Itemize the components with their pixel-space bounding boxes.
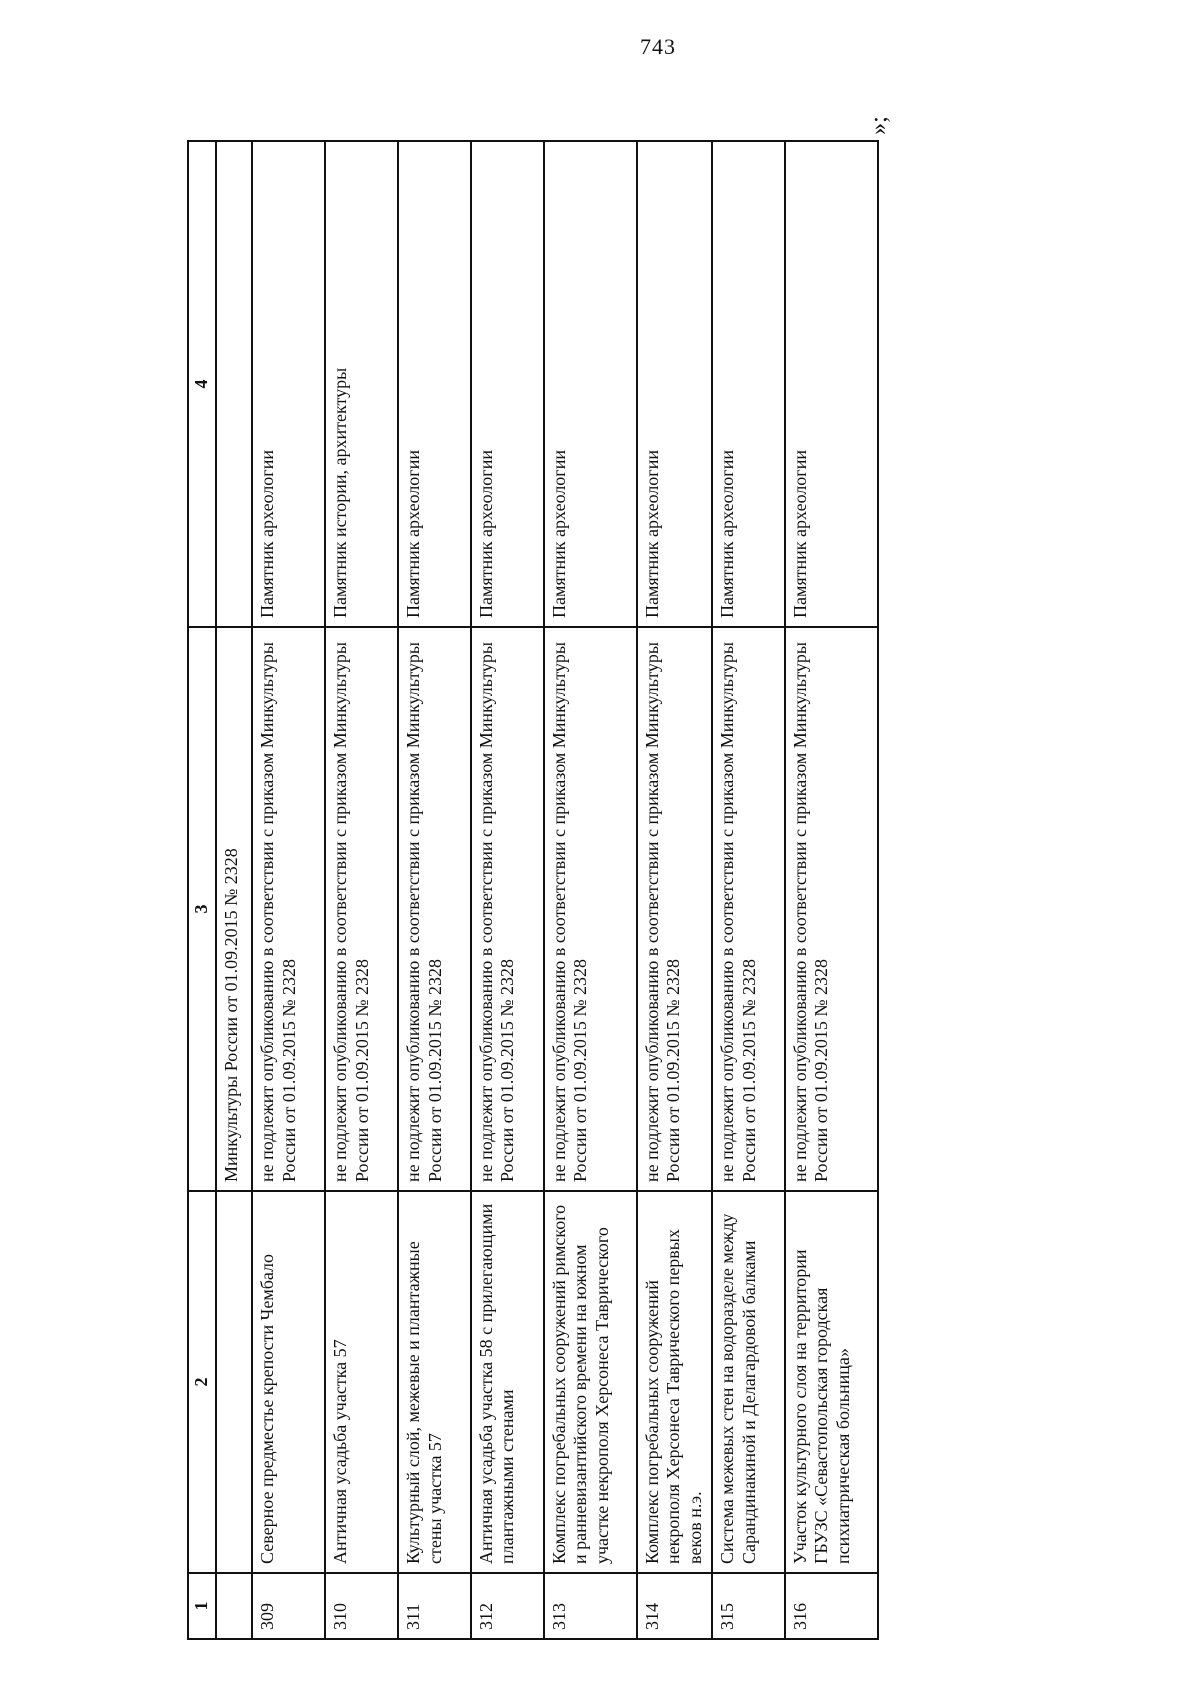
cell-number: 314 bbox=[637, 1573, 713, 1639]
cell-category: Памятник археологии bbox=[398, 141, 471, 627]
cell-category: Памятник археологии bbox=[544, 141, 637, 627]
cell-object-name: Комплекс погребальных сооружений некрополя Херсонеса Таврического первых веков н.э. bbox=[637, 1191, 713, 1573]
cell-object-name: Комплекс погребальных сооружений римского и ранневизантийского времени на южном участке некрополя Херсонеса Таврического bbox=[544, 1191, 637, 1573]
table-row-continuation bbox=[216, 141, 252, 1639]
cell-number: 311 bbox=[398, 1573, 471, 1639]
cell-publication-note: не подлежит опубликованию в соответствии с приказом Минкультуры России от 01.09.2015 № 2328 bbox=[637, 627, 713, 1191]
cell-category: Памятник археологии bbox=[471, 141, 544, 627]
cell-category: Памятник археологии bbox=[637, 141, 713, 627]
header-col-2: 2 bbox=[188, 1191, 216, 1573]
cell-category bbox=[216, 141, 252, 627]
rotated-table-container bbox=[187, 142, 879, 1640]
table-row bbox=[712, 141, 785, 1639]
cell-number: 315 bbox=[712, 1573, 785, 1639]
cell-category: Памятник археологии bbox=[252, 141, 325, 627]
cell-object-name: Античная усадьба участка 58 с прилегающими плантажными стенами bbox=[471, 1191, 544, 1573]
cell-object-name: Культурный слой, межевые и плантажные стены участка 57 bbox=[398, 1191, 471, 1573]
table-row bbox=[398, 141, 471, 1639]
closing-quote-mark: »; bbox=[865, 116, 892, 135]
cell-category: Памятник истории, архитектуры bbox=[325, 141, 398, 627]
cell-number: 316 bbox=[785, 1573, 878, 1639]
cell-publication-note: не подлежит опубликованию в соответствии с приказом Минкультуры России от 01.09.2015 № 2328 bbox=[544, 627, 637, 1191]
cell-object-name: Северное предместье крепости Чембало bbox=[252, 1191, 325, 1573]
cell-publication-note: не подлежит опубликованию в соответствии с приказом Минкультуры России от 01.09.2015 № 2328 bbox=[471, 627, 544, 1191]
cell-object-name: Система межевых стен на водоразделе между Сарандинакиной и Делагардовой балками bbox=[712, 1191, 785, 1573]
table-header-row bbox=[188, 141, 216, 1639]
cell-object-name: Античная усадьба участка 57 bbox=[325, 1191, 398, 1573]
cell-publication-note: не подлежит опубликованию в соответствии с приказом Минкультуры России от 01.09.2015 № 2328 bbox=[252, 627, 325, 1191]
header-col-4: 4 bbox=[188, 141, 216, 627]
heritage-objects-table bbox=[187, 140, 879, 1640]
cell-category: Памятник археологии bbox=[785, 141, 878, 627]
cell-object-name: Участок культурного слоя на территории ГБУЗС «Севастопольская городская психиатрическая больница» bbox=[785, 1191, 878, 1573]
cell-number: 310 bbox=[325, 1573, 398, 1639]
header-col-3: 3 bbox=[188, 627, 216, 1191]
cell-publication-note: не подлежит опубликованию в соответствии с приказом Минкультуры России от 01.09.2015 № 2328 bbox=[785, 627, 878, 1191]
page-number: 743 bbox=[640, 34, 676, 59]
table-row bbox=[325, 141, 398, 1639]
table-row bbox=[637, 141, 713, 1639]
table-row bbox=[252, 141, 325, 1639]
cell-publication-note: не подлежит опубликованию в соответствии с приказом Минкультуры России от 01.09.2015 № 2328 bbox=[325, 627, 398, 1191]
table-row bbox=[544, 141, 637, 1639]
table-row bbox=[471, 141, 544, 1639]
cell-number: 313 bbox=[544, 1573, 637, 1639]
cell-category: Памятник археологии bbox=[712, 141, 785, 627]
table-row bbox=[785, 141, 878, 1639]
cell-number: 312 bbox=[471, 1573, 544, 1639]
cell-publication-note: Минкультуры России от 01.09.2015 № 2328 bbox=[216, 627, 252, 1191]
cell-object-name bbox=[216, 1191, 252, 1573]
cell-number bbox=[216, 1573, 252, 1639]
cell-number: 309 bbox=[252, 1573, 325, 1639]
cell-publication-note: не подлежит опубликованию в соответствии с приказом Минкультуры России от 01.09.2015 № 2328 bbox=[398, 627, 471, 1191]
cell-publication-note: не подлежит опубликованию в соответствии с приказом Минкультуры России от 01.09.2015 № 2328 bbox=[712, 627, 785, 1191]
header-col-1: 1 bbox=[188, 1573, 216, 1639]
